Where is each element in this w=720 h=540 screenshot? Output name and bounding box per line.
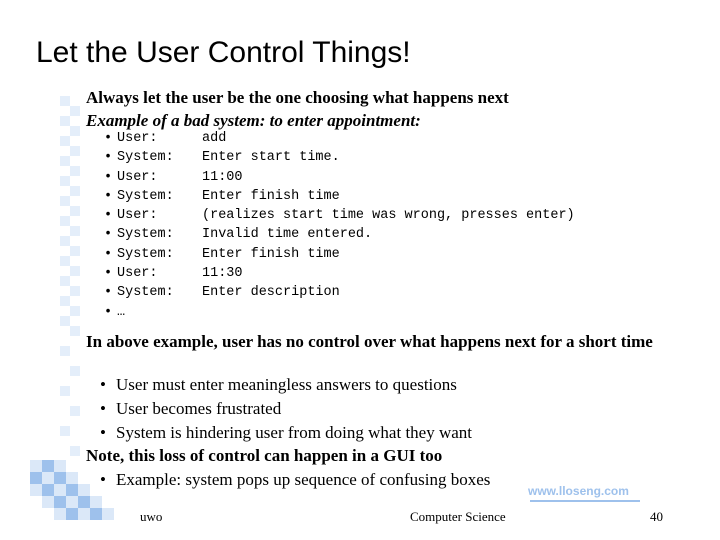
point-text: User becomes frustrated bbox=[116, 399, 282, 418]
bullet: • bbox=[100, 399, 106, 418]
dialog-row bbox=[104, 227, 664, 246]
note-text: Note, this loss of control can happen in a GUI too bbox=[86, 446, 443, 465]
speaker: System: bbox=[117, 246, 174, 262]
dialog-row bbox=[104, 247, 664, 266]
speaker: User: bbox=[117, 208, 158, 224]
point-text: System is hindering user from doing what they want bbox=[116, 423, 473, 442]
speaker: User: bbox=[117, 266, 158, 282]
example-heading: Example of a bad system: to enter appointment: bbox=[86, 111, 421, 130]
bullet: • bbox=[104, 150, 113, 166]
speaker: User: bbox=[117, 169, 158, 185]
point-item bbox=[100, 423, 472, 443]
dialog-row bbox=[104, 285, 664, 304]
utterance: (realizes start time was wrong, presses enter) bbox=[202, 208, 575, 224]
dialog-row bbox=[104, 208, 664, 227]
speaker: System: bbox=[117, 227, 174, 243]
point-text: Example: system pops up sequence of confusing boxes bbox=[116, 470, 491, 489]
bullet: • bbox=[100, 470, 106, 489]
footer-left: uwo bbox=[140, 509, 163, 524]
bullet: • bbox=[104, 285, 113, 301]
dialog-row bbox=[104, 150, 664, 169]
point-text: User must enter meaningless answers to questions bbox=[116, 375, 457, 394]
speaker: … bbox=[117, 304, 126, 320]
point-item bbox=[100, 399, 281, 419]
bullet: • bbox=[104, 169, 113, 185]
utterance: Invalid time entered. bbox=[202, 227, 373, 243]
utterance: Enter description bbox=[202, 285, 340, 301]
slide-title: Let the User Control Things! bbox=[36, 36, 411, 69]
speaker: System: bbox=[117, 188, 174, 204]
utterance: add bbox=[202, 131, 227, 146]
bullet: • bbox=[104, 208, 113, 224]
dialog-list bbox=[104, 131, 664, 324]
dialog-row bbox=[104, 170, 664, 189]
bullet: • bbox=[104, 227, 113, 243]
watermark-underline bbox=[530, 500, 640, 502]
footer-center: Computer Science bbox=[410, 509, 506, 524]
bullet: • bbox=[100, 423, 106, 442]
dialog-row bbox=[104, 131, 664, 150]
bullet: • bbox=[104, 266, 113, 282]
summary-text: In above example, user has no control over what happens next for a short time bbox=[86, 332, 653, 351]
utterance: Enter start time. bbox=[202, 150, 340, 166]
bullet: • bbox=[104, 131, 113, 146]
utterance: 11:30 bbox=[202, 266, 243, 282]
utterance: 11:00 bbox=[202, 169, 243, 185]
watermark: www.lloseng.com bbox=[528, 484, 629, 498]
speaker: System: bbox=[117, 150, 174, 166]
dialog-row bbox=[104, 189, 664, 208]
bullet: • bbox=[104, 246, 113, 262]
bullet: • bbox=[104, 188, 113, 204]
dialog-row bbox=[104, 266, 664, 285]
dialog-row bbox=[104, 305, 664, 324]
utterance: Enter finish time bbox=[202, 246, 340, 262]
bullet: • bbox=[100, 375, 106, 394]
point-item bbox=[100, 470, 490, 490]
speaker: User: bbox=[117, 131, 158, 146]
utterance: Enter finish time bbox=[202, 188, 340, 204]
bullet: • bbox=[104, 304, 113, 320]
page-number: 40 bbox=[650, 509, 663, 524]
intro-text: Always let the user be the one choosing what happens next bbox=[86, 88, 509, 107]
point-item bbox=[100, 375, 457, 395]
speaker: System: bbox=[117, 285, 174, 301]
